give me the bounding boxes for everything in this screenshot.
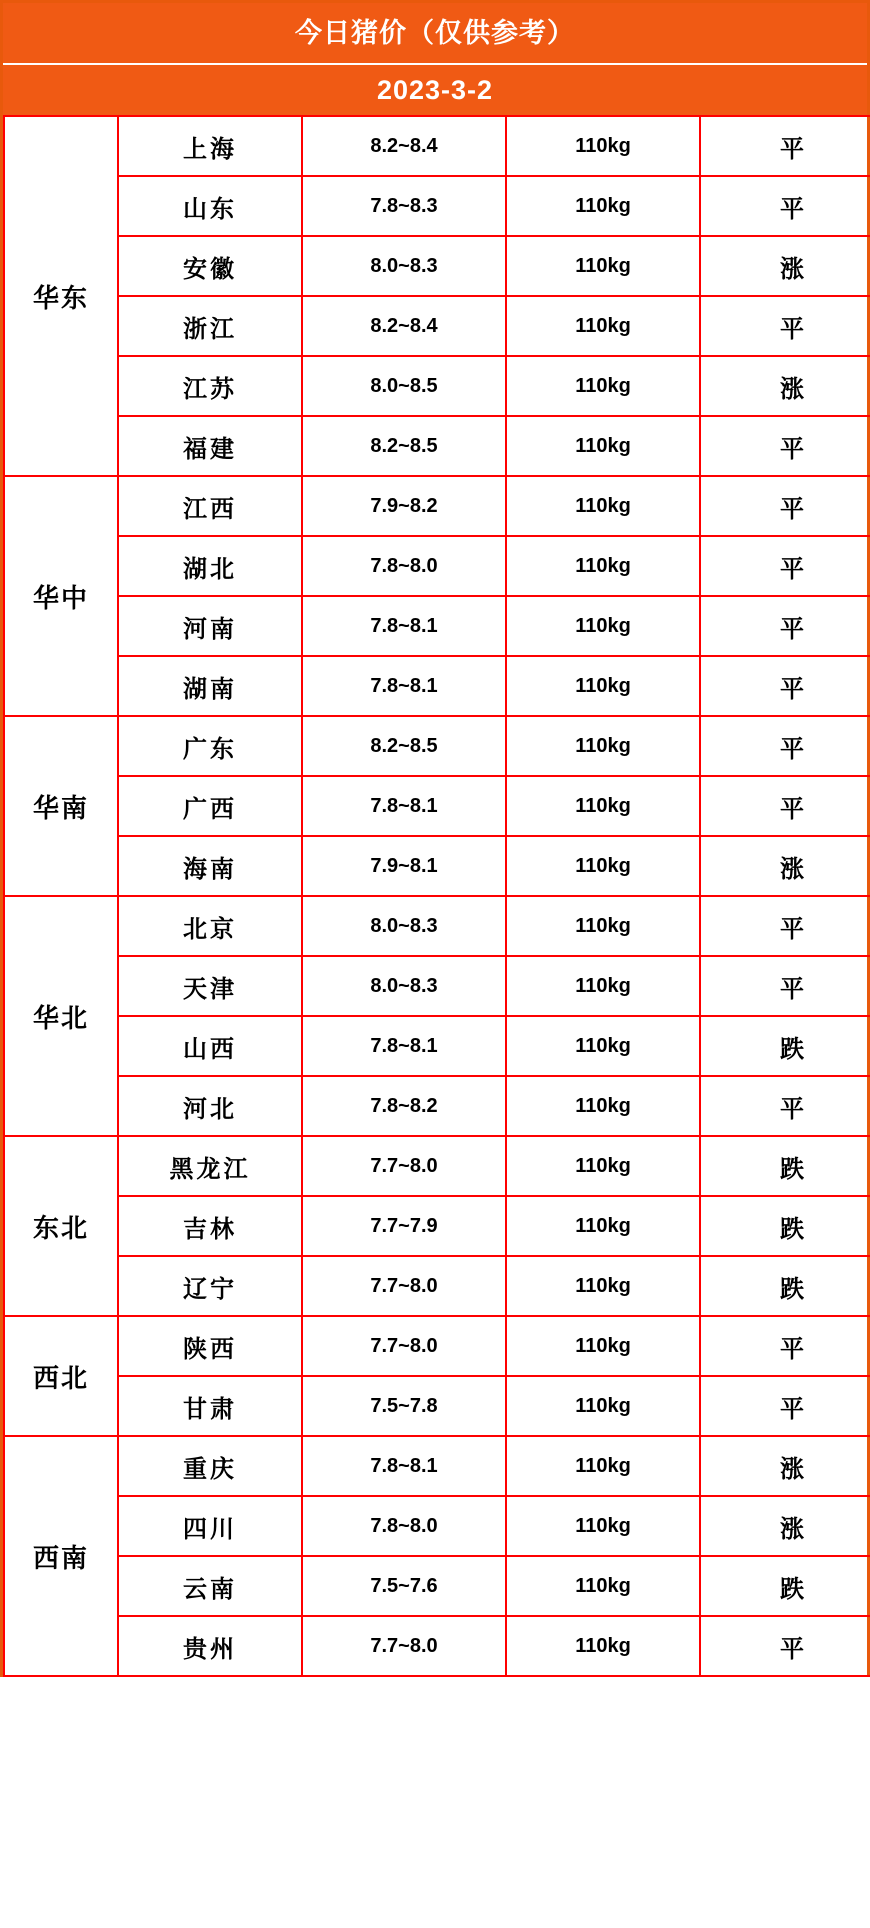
price-cell: 7.8~8.2 [302, 1076, 506, 1136]
table-row [4, 1136, 870, 1196]
price-cell: 8.0~8.3 [302, 956, 506, 1016]
province-cell: 云南 [118, 1556, 302, 1616]
province-cell: 吉林 [118, 1196, 302, 1256]
price-cell: 7.7~8.0 [302, 1316, 506, 1376]
province-cell: 江西 [118, 476, 302, 536]
province-cell: 江苏 [118, 356, 302, 416]
price-cell: 8.2~8.5 [302, 716, 506, 776]
price-cell: 7.5~7.8 [302, 1376, 506, 1436]
weight-cell: 110kg [506, 1556, 700, 1616]
trend-cell: 平 [700, 1616, 870, 1676]
table-row [4, 1436, 870, 1496]
trend-cell: 涨 [700, 356, 870, 416]
price-cell: 7.8~8.1 [302, 1436, 506, 1496]
table-row [4, 536, 870, 596]
price-cell: 7.8~8.0 [302, 1496, 506, 1556]
province-cell: 海南 [118, 836, 302, 896]
province-cell: 广西 [118, 776, 302, 836]
weight-cell: 110kg [506, 176, 700, 236]
weight-cell: 110kg [506, 656, 700, 716]
price-cell: 8.0~8.3 [302, 236, 506, 296]
trend-cell: 平 [700, 1376, 870, 1436]
province-cell: 甘肃 [118, 1376, 302, 1436]
trend-cell: 平 [700, 1076, 870, 1136]
region-cell: 华中 [4, 476, 118, 716]
region-cell: 华东 [4, 116, 118, 476]
price-cell: 8.0~8.3 [302, 896, 506, 956]
table-row [4, 1556, 870, 1616]
price-cell: 7.8~8.1 [302, 596, 506, 656]
weight-cell: 110kg [506, 1376, 700, 1436]
province-cell: 河南 [118, 596, 302, 656]
weight-cell: 110kg [506, 716, 700, 776]
table-row [4, 236, 870, 296]
weight-cell: 110kg [506, 1316, 700, 1376]
weight-cell: 110kg [506, 236, 700, 296]
province-cell: 重庆 [118, 1436, 302, 1496]
price-cell: 7.9~8.2 [302, 476, 506, 536]
province-cell: 黑龙江 [118, 1136, 302, 1196]
table-row [4, 896, 870, 956]
province-cell: 四川 [118, 1496, 302, 1556]
table-row [4, 1616, 870, 1676]
price-cell: 7.8~8.1 [302, 656, 506, 716]
trend-cell: 跌 [700, 1196, 870, 1256]
province-cell: 山西 [118, 1016, 302, 1076]
price-cell: 7.8~8.1 [302, 1016, 506, 1076]
weight-cell: 110kg [506, 116, 700, 176]
table-row [4, 356, 870, 416]
table-row [4, 1196, 870, 1256]
weight-cell: 110kg [506, 1136, 700, 1196]
weight-cell: 110kg [506, 956, 700, 1016]
trend-cell: 平 [700, 176, 870, 236]
trend-cell: 跌 [700, 1016, 870, 1076]
table-row [4, 416, 870, 476]
province-cell: 北京 [118, 896, 302, 956]
trend-cell: 平 [700, 476, 870, 536]
table-row [4, 716, 870, 776]
region-cell: 华北 [4, 896, 118, 1136]
table-row [4, 476, 870, 536]
province-cell: 安徽 [118, 236, 302, 296]
trend-cell: 平 [700, 596, 870, 656]
table-row [4, 1016, 870, 1076]
province-cell: 湖南 [118, 656, 302, 716]
weight-cell: 110kg [506, 596, 700, 656]
province-cell: 福建 [118, 416, 302, 476]
weight-cell: 110kg [506, 536, 700, 596]
weight-cell: 110kg [506, 1496, 700, 1556]
province-cell: 河北 [118, 1076, 302, 1136]
province-cell: 湖北 [118, 536, 302, 596]
trend-cell: 涨 [700, 836, 870, 896]
province-cell: 天津 [118, 956, 302, 1016]
trend-cell: 跌 [700, 1256, 870, 1316]
weight-cell: 110kg [506, 416, 700, 476]
table-row [4, 1376, 870, 1436]
trend-cell: 平 [700, 716, 870, 776]
trend-cell: 涨 [700, 1496, 870, 1556]
price-cell: 8.2~8.4 [302, 296, 506, 356]
province-cell: 辽宁 [118, 1256, 302, 1316]
report-date: 2023-3-2 [3, 65, 867, 115]
trend-cell: 平 [700, 296, 870, 356]
table-row [4, 176, 870, 236]
province-cell: 浙江 [118, 296, 302, 356]
province-cell: 山东 [118, 176, 302, 236]
price-cell: 8.0~8.5 [302, 356, 506, 416]
table-row [4, 836, 870, 896]
weight-cell: 110kg [506, 476, 700, 536]
trend-cell: 平 [700, 776, 870, 836]
price-cell: 7.7~7.9 [302, 1196, 506, 1256]
price-cell: 7.8~8.1 [302, 776, 506, 836]
table-row [4, 776, 870, 836]
weight-cell: 110kg [506, 776, 700, 836]
table-row [4, 1496, 870, 1556]
province-cell: 上海 [118, 116, 302, 176]
price-cell: 8.2~8.5 [302, 416, 506, 476]
price-table [3, 115, 870, 1677]
province-cell: 贵州 [118, 1616, 302, 1676]
trend-cell: 跌 [700, 1136, 870, 1196]
region-cell: 西北 [4, 1316, 118, 1436]
weight-cell: 110kg [506, 1196, 700, 1256]
trend-cell: 平 [700, 536, 870, 596]
trend-cell: 平 [700, 956, 870, 1016]
weight-cell: 110kg [506, 1616, 700, 1676]
weight-cell: 110kg [506, 1016, 700, 1076]
province-cell: 广东 [118, 716, 302, 776]
price-cell: 7.7~8.0 [302, 1136, 506, 1196]
table-row [4, 1316, 870, 1376]
table-row [4, 116, 870, 176]
table-row [4, 956, 870, 1016]
trend-cell: 涨 [700, 236, 870, 296]
table-row [4, 296, 870, 356]
weight-cell: 110kg [506, 1256, 700, 1316]
region-cell: 西南 [4, 1436, 118, 1676]
weight-cell: 110kg [506, 1076, 700, 1136]
trend-cell: 平 [700, 116, 870, 176]
province-cell: 陕西 [118, 1316, 302, 1376]
price-cell: 8.2~8.4 [302, 116, 506, 176]
page-title: 今日猪价（仅供参考） [3, 3, 867, 65]
weight-cell: 110kg [506, 896, 700, 956]
weight-cell: 110kg [506, 1436, 700, 1496]
table-row [4, 1076, 870, 1136]
trend-cell: 平 [700, 416, 870, 476]
trend-cell: 平 [700, 1316, 870, 1376]
weight-cell: 110kg [506, 836, 700, 896]
trend-cell: 跌 [700, 1556, 870, 1616]
region-cell: 华南 [4, 716, 118, 896]
table-row [4, 596, 870, 656]
price-cell: 7.8~8.3 [302, 176, 506, 236]
price-cell: 7.9~8.1 [302, 836, 506, 896]
trend-cell: 平 [700, 896, 870, 956]
price-cell: 7.5~7.6 [302, 1556, 506, 1616]
price-cell: 7.8~8.0 [302, 536, 506, 596]
region-cell: 东北 [4, 1136, 118, 1316]
trend-cell: 涨 [700, 1436, 870, 1496]
price-cell: 7.7~8.0 [302, 1256, 506, 1316]
price-cell: 7.7~8.0 [302, 1616, 506, 1676]
table-row [4, 1256, 870, 1316]
weight-cell: 110kg [506, 356, 700, 416]
price-table-body [4, 116, 870, 1676]
table-row [4, 656, 870, 716]
weight-cell: 110kg [506, 296, 700, 356]
trend-cell: 平 [700, 656, 870, 716]
